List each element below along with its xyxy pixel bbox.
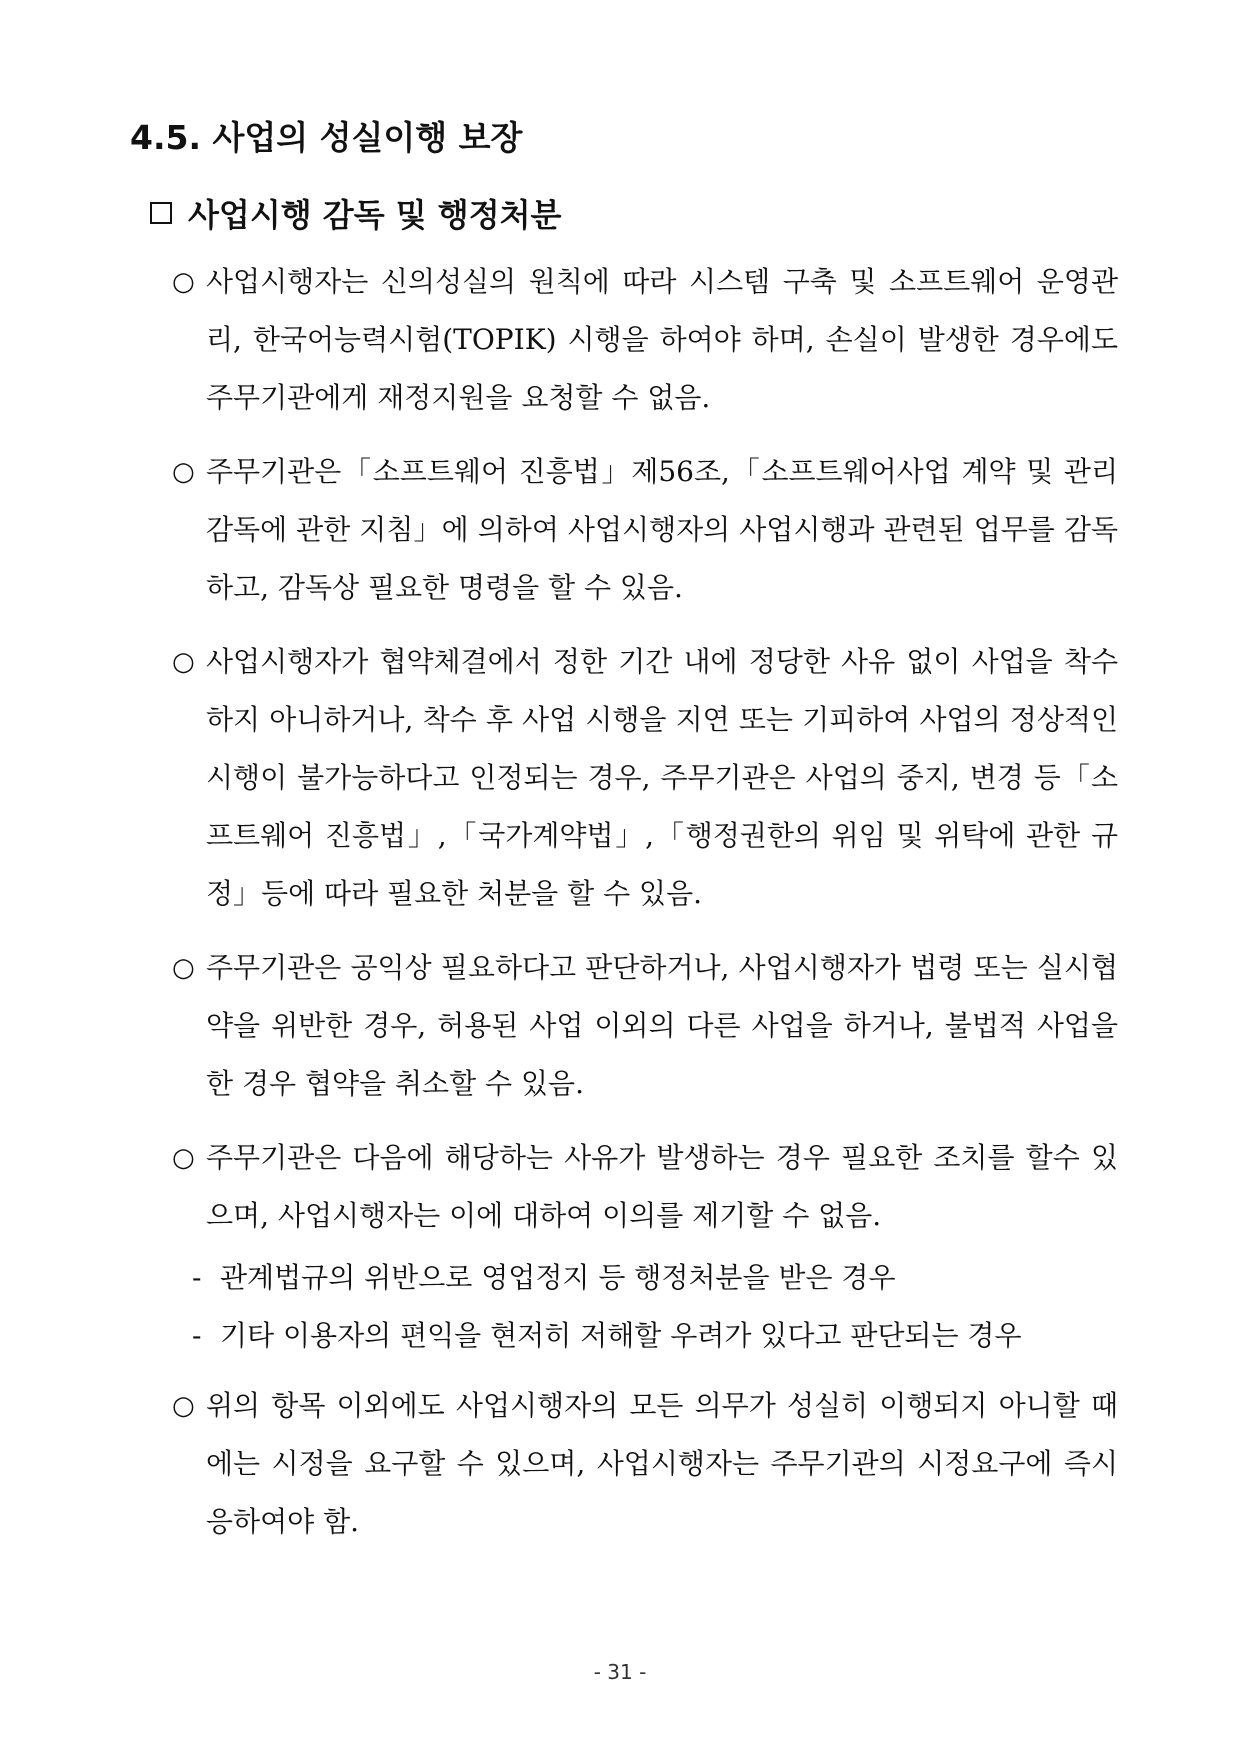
list-item [172, 633, 1118, 923]
section-title: 4.5. 사업의 성실이행 보장 [130, 118, 523, 157]
sub-list-item [192, 1307, 1118, 1365]
circle-bullet-icon: ○ [172, 267, 195, 297]
list-item [172, 1377, 1118, 1551]
circle-bullet-icon: ○ [172, 647, 195, 677]
list-item-text: 사업시행자가 협약체결에서 정한 기간 내에 정당한 사유 없이 사업을 착수하지 아니하거나, 착수 후 사업 시행을 지연 또는 기피하여 사업의 정상적인 시행이 불가능하다고 인정되는 경우, 주무기관은 사업의 중지, 변경 등「소프트웨어 진흥법」,「국가계약법」,「행정권한의 위임 및 위탁에 관한 규정」등에 따라 필요한 처분을 할 수 있음. [206, 645, 1119, 910]
list-item-text: 주무기관은 다음에 해당하는 사유가 발생하는 경우 필요한 조치를 할수 있으며, 사업시행자는 이에 대하여 이의를 제기할 수 없음. [206, 1141, 1118, 1232]
circle-bullet-icon: ○ [172, 1391, 195, 1421]
circle-bullet-icon: ○ [172, 1143, 195, 1173]
content-body [172, 253, 1118, 1567]
list-item [172, 1129, 1118, 1245]
list-item [172, 443, 1118, 617]
page-number: - 31 - [593, 1660, 647, 1684]
dash-bullet-icon: - [192, 1319, 202, 1352]
list-item-text: 주무기관은 공익상 필요하다고 판단하거나, 사업시행자가 법령 또는 실시협약을 위반한 경우, 허용된 사업 이외의 다른 사업을 하거나, 불법적 사업을 한 경우 협약을 취소할 수 있음. [206, 951, 1118, 1100]
dash-bullet-icon: - [192, 1261, 202, 1294]
sub-list-item-text: 관계법규의 위반으로 영업정지 등 행정처분을 받은 경우 [220, 1261, 896, 1294]
list-item [172, 939, 1118, 1113]
subsection-title: 사업시행 감독 및 행정처분 [188, 196, 562, 234]
list-item-text: 사업시행자는 신의성실의 원칙에 따라 시스템 구축 및 소프트웨어 운영관리, 한국어능력시험(TOPIK) 시행을 하여야 하며, 손실이 발생한 경우에도 주무기관에게 재정지원을 요청할 수 없음. [206, 265, 1118, 414]
list-item-text: 위의 항목 이외에도 사업시행자의 모든 의무가 성실히 이행되지 아니할 때에는 시정을 요구할 수 있으며, 사업시행자는 주무기관의 시정요구에 즉시 응하여야 함. [206, 1389, 1119, 1538]
sub-list-item [192, 1249, 1118, 1307]
sub-list [192, 1249, 1118, 1365]
subsection-heading [150, 190, 561, 236]
circle-bullet-icon: ○ [172, 457, 195, 487]
list-item-text: 주무기관은「소프트웨어 진흥법」제56조,「소프트웨어사업 계약 및 관리감독에 관한 지침」에 의하여 사업시행자의 사업시행과 관련된 업무를 감독하고, 감독상 필요한 명령을 할 수 있음. [206, 455, 1118, 604]
sub-list-item-text: 기타 이용자의 편익을 현저히 저해할 우려가 있다고 판단되는 경우 [220, 1319, 1022, 1352]
circle-bullet-icon: ○ [172, 953, 195, 983]
checkbox-icon [150, 202, 172, 224]
list-item [172, 253, 1118, 427]
